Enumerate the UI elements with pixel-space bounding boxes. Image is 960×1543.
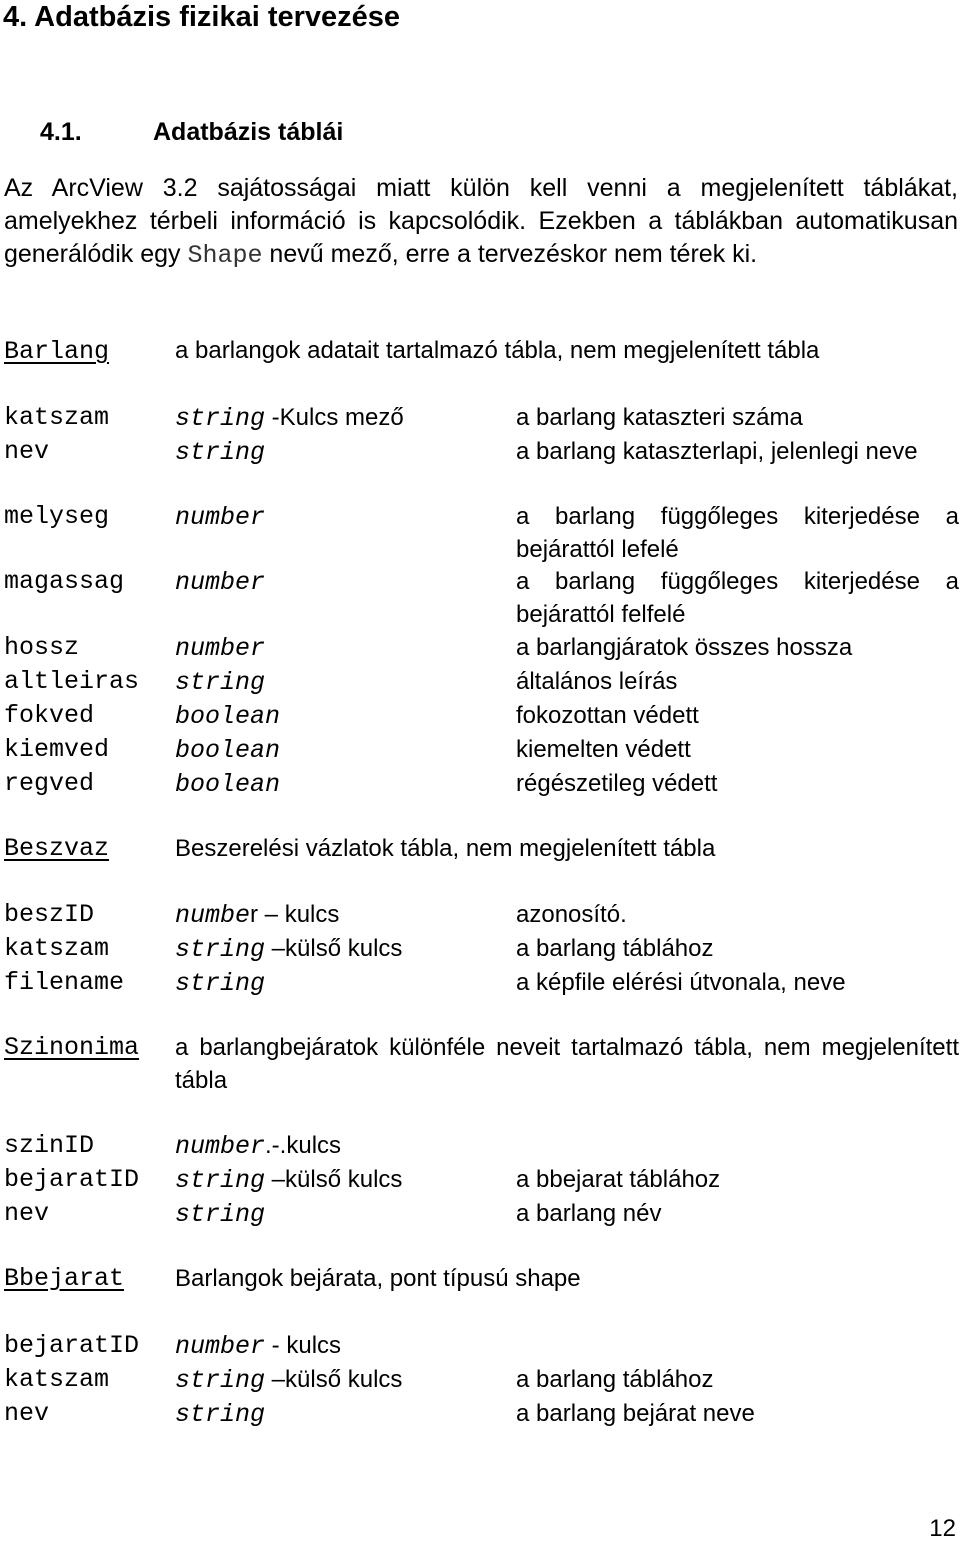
- field-description: a barlang kataszteri száma: [516, 404, 803, 431]
- field-name: altleiras: [4, 667, 140, 696]
- field-row: [4, 932, 960, 965]
- page-number: 12: [929, 1515, 956, 1542]
- field-type: string: [175, 969, 266, 998]
- field-description: kiemelten védett: [516, 736, 691, 763]
- field-type: string: [175, 1400, 266, 1429]
- field-type: number - kulcs: [175, 1332, 342, 1361]
- field-name: fokved: [4, 701, 95, 730]
- field-row: [4, 966, 960, 999]
- field-type: string –külső kulcs: [175, 1366, 403, 1395]
- field-type: boolean: [175, 736, 281, 765]
- field-type: string –külső kulcs: [175, 1166, 403, 1195]
- field-type: string -Kulcs mező: [175, 404, 404, 433]
- field-description: a barlangjáratok összes hossza: [516, 634, 853, 661]
- field-description: általános leírás: [516, 668, 678, 695]
- field-type: number – kulcs: [175, 901, 340, 930]
- field-description: a barlang táblához: [516, 935, 714, 962]
- field-type: string: [175, 1200, 266, 1229]
- field-row: [4, 565, 960, 628]
- table-name-barlang: Barlang: [4, 337, 110, 366]
- field-description: azonosító.: [516, 901, 627, 928]
- field-description: a barlang név: [516, 1200, 662, 1227]
- field-description: a bbejarat táblához: [516, 1166, 721, 1193]
- table-name-szinonima: Szinonima: [4, 1033, 140, 1062]
- field-description: a barlang kataszterlapi, jelenlegi neve: [516, 438, 918, 465]
- field-description: a barlang táblához: [516, 1366, 714, 1393]
- field-row: [4, 898, 960, 931]
- field-name: melyseg: [4, 502, 110, 531]
- field-row: [4, 1363, 960, 1396]
- intro-text-after: nevű mező, erre a tervezéskor nem térek ki.: [262, 240, 758, 268]
- section-number: 4.1.: [40, 118, 82, 146]
- field-row: [4, 1397, 960, 1430]
- field-type: boolean: [175, 702, 281, 731]
- field-row: [4, 401, 960, 434]
- field-description: a barlang bejárat neve: [516, 1400, 755, 1427]
- field-description: fokozottan védett: [516, 702, 699, 729]
- section-heading: [40, 117, 343, 147]
- field-name: magassag: [4, 567, 125, 596]
- field-name: hossz: [4, 633, 80, 662]
- table-desc-barlang: a barlangok adatait tartalmazó tábla, nem megjelenített tábla: [175, 337, 820, 364]
- page-heading: 4. Adatbázis fizikai tervezése: [3, 1, 401, 33]
- table-desc-szinonima: a barlangbejáratok különféle neveit tartalmazó tábla, nem megjelenített tábla: [175, 1034, 959, 1094]
- field-description: régészetileg védett: [516, 770, 718, 797]
- field-row: [4, 1197, 960, 1230]
- field-type: number: [175, 634, 266, 663]
- field-name: nev: [4, 437, 50, 466]
- field-name: nev: [4, 1199, 50, 1228]
- field-row: [4, 1129, 960, 1162]
- section-title: Adatbázis táblái: [153, 118, 344, 146]
- field-type: string: [175, 668, 266, 697]
- field-type: number.-.kulcs: [175, 1132, 342, 1161]
- field-type: number: [175, 503, 266, 532]
- field-description: a barlang függőleges kiterjedése a bejárattól felfelé: [516, 568, 959, 628]
- field-type: string –külső kulcs: [175, 935, 403, 964]
- field-description: a barlang függőleges kiterjedése a bejárattól lefelé: [516, 503, 959, 563]
- field-row: [4, 733, 960, 766]
- field-name: beszID: [4, 900, 95, 929]
- field-description: a képfile elérési útvonala, neve: [516, 969, 846, 996]
- field-row: [4, 767, 960, 800]
- field-name: filename: [4, 968, 125, 997]
- field-row: [4, 1163, 960, 1196]
- field-row: [4, 665, 960, 698]
- field-name: szinID: [4, 1131, 95, 1160]
- field-type: number: [175, 568, 266, 597]
- table-name-beszvaz: Beszvaz: [4, 834, 110, 863]
- field-name: bejaratID: [4, 1165, 140, 1194]
- field-name: katszam: [4, 934, 110, 963]
- field-name: katszam: [4, 403, 110, 432]
- table-desc-beszvaz: Beszerelési vázlatok tábla, nem megjelenített tábla: [175, 835, 716, 862]
- field-row: [4, 631, 960, 664]
- intro-paragraph: [4, 172, 958, 272]
- field-name: katszam: [4, 1365, 110, 1394]
- table-name-bbejarat: Bbejarat: [4, 1264, 125, 1293]
- field-type: string: [175, 438, 266, 467]
- field-name: kiemved: [4, 735, 110, 764]
- table-desc-bbejarat: Barlangok bejárata, pont típusú shape: [175, 1265, 581, 1292]
- shape-field-name: Shape: [187, 241, 263, 270]
- field-type: boolean: [175, 770, 281, 799]
- field-row: [4, 435, 960, 468]
- field-row: [4, 699, 960, 732]
- field-row: [4, 1329, 960, 1362]
- field-name: bejaratID: [4, 1331, 140, 1360]
- field-row: [4, 500, 960, 563]
- field-name: regved: [4, 769, 95, 798]
- intro-text-before: Az ArcView 3.2 sajátosságai miatt külön kell venni a megjelenített táblákat, amelyekhez térbeli információ is kapcsolódik. Ezekben a táblákban automatikusan generálódik egy: [4, 174, 958, 268]
- field-name: nev: [4, 1399, 50, 1428]
